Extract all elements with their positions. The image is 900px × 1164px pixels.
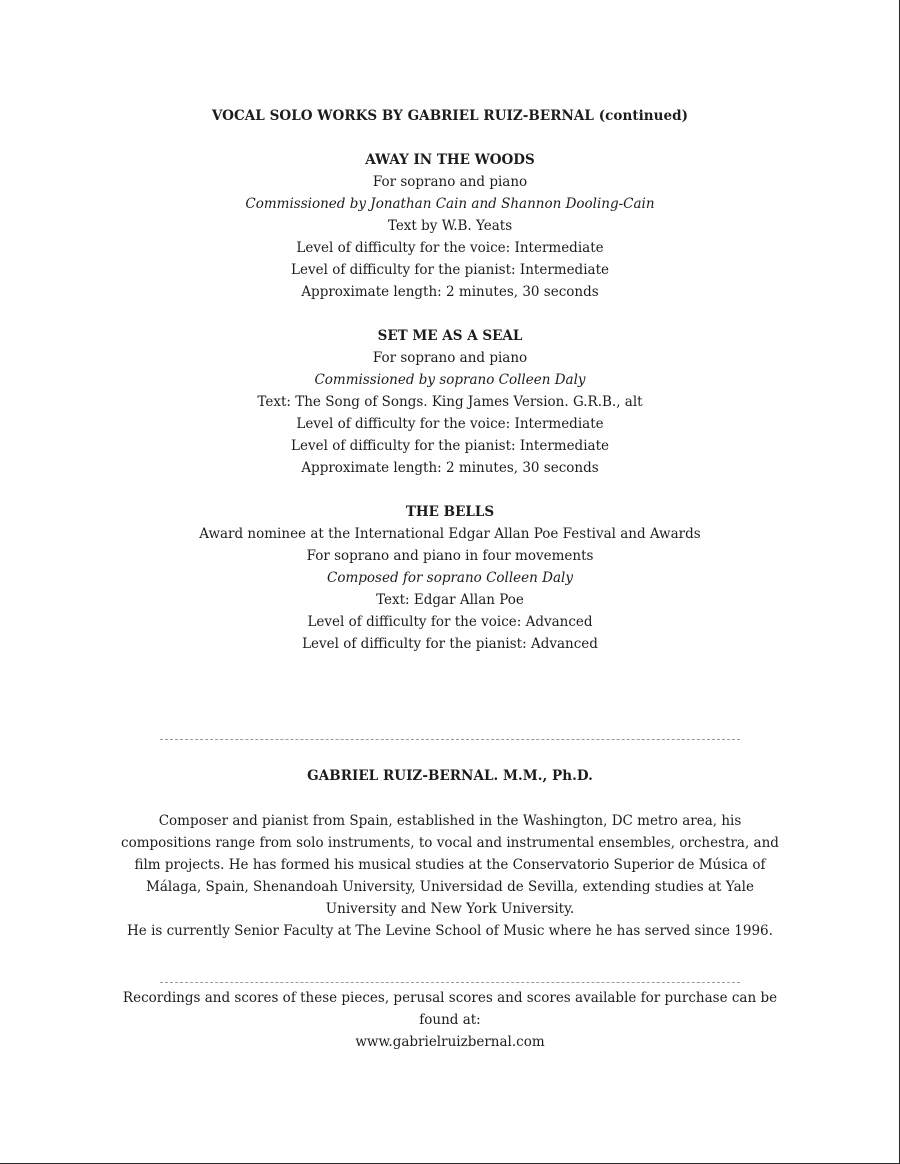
work-commission: Composed for soprano Colleen Daly [327,570,573,586]
bio-line: Málaga, Spain, Shenandoah University, Universidad de Sevilla, extending studies at Yale [146,879,754,895]
work-title: SET ME AS A SEAL [377,328,523,344]
divider-line [160,982,740,983]
work-commission: Commissioned by Jonathan Cain and Shannon Dooling-Cain [245,196,655,212]
work-piano-level: Level of difficulty for the pianist: Intermediate [291,262,609,278]
footer-note [105,987,795,1053]
page-header [0,105,900,127]
work-entry-away-in-the-woods [0,149,900,303]
work-commission: Commissioned by soprano Colleen Daly [314,372,586,388]
work-voice-level: Level of difficulty for the voice: Intermediate [296,416,604,432]
work-entry-the-bells [0,501,900,655]
work-instrumentation: For soprano and piano [372,174,528,190]
work-instrumentation: For soprano and piano [372,350,528,366]
work-award: Award nominee at the International Edgar Allan Poe Festival and Awards [199,526,701,542]
footer-line: Recordings and scores of these pieces, perusal scores and scores available for purchase can be [122,990,778,1006]
bio-line: film projects. He has formed his musical studies at the Conservatorio Superior de Música of [134,857,766,873]
work-entry-set-me-as-a-seal [0,325,900,479]
work-piano-level: Level of difficulty for the pianist: Advanced [302,636,598,652]
website-link[interactable]: www.gabrielruizbernal.com [355,1034,545,1050]
bio-name: GABRIEL RUIZ-BERNAL. M.M., Ph.D. [307,768,593,784]
work-length: Approximate length: 2 minutes, 30 seconds [301,460,599,476]
bio-line: compositions range from solo instruments, to vocal and instrumental ensembles, orchestra, and [121,835,779,851]
bio-line: He is currently Senior Faculty at The Levine School of Music where he has served since 1996. [127,923,773,939]
bio-line: University and New York University. [325,901,575,917]
work-voice-level: Level of difficulty for the voice: Advanced [307,614,593,630]
work-length: Approximate length: 2 minutes, 30 seconds [301,284,599,300]
work-instrumentation: For soprano and piano in four movements [306,548,594,564]
work-text-credit: Text: The Song of Songs. King James Version. G.R.B., alt [257,394,643,410]
header-title: VOCAL SOLO WORKS BY GABRIEL RUIZ-BERNAL [211,108,594,124]
work-text-credit: Text: Edgar Allan Poe [376,592,524,608]
work-piano-level: Level of difficulty for the pianist: Intermediate [291,438,609,454]
work-title: THE BELLS [405,504,495,520]
bio-line: Composer and pianist from Spain, established in the Washington, DC metro area, his [158,813,742,829]
footer-line: found at: [419,1012,481,1028]
work-title: AWAY IN THE WOODS [365,152,535,168]
work-voice-level: Level of difficulty for the voice: Intermediate [296,240,604,256]
work-text-credit: Text by W.B. Yeats [387,218,513,234]
divider-line [160,739,740,740]
header-continued: (continued) [598,108,689,124]
bio-paragraph [105,810,795,942]
